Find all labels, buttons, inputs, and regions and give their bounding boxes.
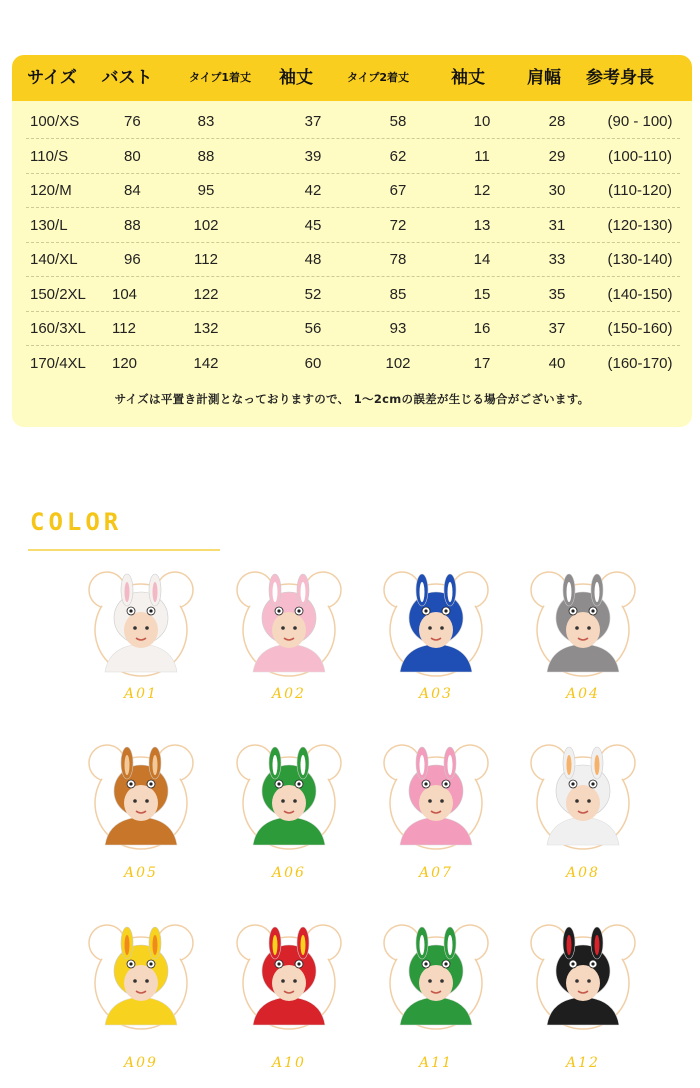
table-cell: 29 [548, 147, 566, 165]
color-option-a11[interactable] [380, 921, 492, 1071]
table-row [12, 105, 692, 139]
color-code-label: A10 [272, 1055, 306, 1071]
table-cell: 130/L [30, 216, 68, 234]
table-cell: 112 [112, 320, 136, 337]
color-option-a07[interactable] [380, 741, 492, 881]
color-option-a01[interactable] [85, 568, 197, 702]
color-option-a08[interactable] [527, 741, 639, 881]
table-cell: 16 [473, 320, 491, 337]
grey-rabbit-hood-photo [527, 568, 639, 680]
table-row [12, 174, 692, 208]
table-cell: 56 [304, 320, 322, 337]
table-cell: 85 [389, 285, 407, 303]
table-cell: 37 [548, 320, 566, 337]
pink-rabbit-hood-photo [233, 568, 345, 680]
table-cell: 17 [473, 354, 491, 372]
brown-monkey-hood-photo [85, 741, 197, 853]
table-cell: 42 [304, 182, 322, 199]
table-cell: 88 [197, 147, 215, 165]
table-cell: (120-130) [607, 216, 673, 234]
table-cell: 95 [197, 182, 215, 199]
table-cell: (160-170) [607, 354, 673, 372]
size-note: サイズは平置き計測となっておりますので、 1～2cmの誤差が生じる場合がございます。 [114, 392, 590, 406]
table-cell: 96 [124, 251, 141, 268]
color-code-label: A01 [124, 686, 158, 702]
table-cell: 72 [389, 216, 407, 234]
table-cell: 102 [193, 216, 219, 234]
table-cell: 15 [473, 285, 491, 303]
table-cell: 120/M [30, 182, 72, 199]
color-title-underline [28, 549, 220, 551]
color-code-label: A02 [272, 686, 306, 702]
table-cell: 170/4XL [30, 354, 86, 372]
blue-shark-hood-photo [380, 568, 492, 680]
table-cell: 100/XS [30, 113, 80, 130]
color-section-title: COLOR [30, 508, 123, 536]
table-cell: 58 [389, 113, 407, 130]
table-cell: (130-140) [607, 251, 673, 268]
table-cell: 12 [473, 182, 491, 199]
table-cell: 132 [193, 320, 219, 337]
table-cell: 35 [548, 285, 566, 303]
header-height: 参考身長 [586, 68, 654, 88]
table-cell: 160/3XL [30, 320, 86, 337]
color-code-label: A05 [124, 865, 158, 881]
color-code-label: A03 [419, 686, 453, 702]
table-cell: 14 [473, 251, 491, 268]
table-cell: 39 [304, 147, 322, 165]
table-cell: 76 [124, 113, 141, 130]
table-cell: 104 [112, 285, 138, 303]
table-cell: 150/2XL [30, 285, 86, 303]
table-cell: 48 [304, 251, 322, 268]
table-cell: 142 [193, 354, 219, 372]
table-cell: 60 [304, 354, 322, 372]
color-code-label: A08 [566, 865, 600, 881]
table-row [12, 312, 692, 346]
table-cell: 84 [124, 182, 141, 199]
header-length-type2: タイプ2着丈 [346, 71, 410, 84]
table-cell: 28 [548, 113, 566, 130]
table-row [12, 243, 692, 277]
table-cell: 67 [389, 182, 407, 199]
yellow-chick-hood-photo [85, 921, 197, 1033]
table-cell: (100-110) [608, 147, 672, 165]
table-cell: (110-120) [608, 182, 672, 199]
table-cell: 62 [389, 147, 407, 165]
table-cell: 52 [304, 285, 322, 303]
color-code-label: A12 [566, 1055, 600, 1071]
table-cell: 10 [473, 113, 491, 130]
table-cell: 88 [124, 216, 141, 234]
size-chart-header [12, 55, 692, 101]
green-frog-hood-photo [380, 921, 492, 1033]
table-row [12, 209, 692, 243]
table-cell: 40 [548, 354, 566, 372]
color-option-a02[interactable] [233, 568, 345, 702]
table-cell: (140-150) [607, 285, 673, 303]
size-chart [12, 55, 692, 427]
color-code-label: A04 [566, 686, 600, 702]
color-code-label: A09 [124, 1055, 158, 1071]
table-cell: 122 [193, 285, 219, 303]
header-sleeve-1: 袖丈 [279, 68, 313, 88]
color-code-label: A06 [272, 865, 306, 881]
table-row [12, 278, 692, 312]
table-cell: 30 [548, 182, 566, 199]
header-size: サイズ [27, 68, 77, 88]
color-option-a10[interactable] [233, 921, 345, 1071]
table-cell: 112 [194, 251, 218, 268]
color-option-a12[interactable] [527, 921, 639, 1071]
table-cell: 83 [197, 113, 215, 130]
table-cell: 93 [389, 320, 407, 337]
table-cell: 31 [548, 216, 566, 234]
table-cell: 37 [304, 113, 322, 130]
table-cell: 78 [389, 251, 407, 268]
header-sleeve-2: 袖丈 [451, 68, 485, 88]
color-option-a06[interactable] [233, 741, 345, 881]
table-cell: 33 [548, 251, 566, 268]
color-option-a03[interactable] [380, 568, 492, 702]
color-option-a09[interactable] [85, 921, 197, 1071]
table-cell: 102 [385, 354, 411, 372]
black-ant-hood-photo [527, 921, 639, 1033]
table-cell: 80 [124, 147, 141, 165]
color-option-a05[interactable] [85, 741, 197, 881]
table-cell: 13 [473, 216, 491, 234]
table-cell: 140/XL [30, 251, 78, 268]
white-cow-hood-photo [527, 741, 639, 853]
table-cell: (150-160) [607, 320, 673, 337]
table-cell: 110/S [30, 147, 69, 165]
color-code-label: A11 [419, 1055, 453, 1071]
color-code-label: A07 [419, 865, 453, 881]
red-rooster-hood-photo [233, 921, 345, 1033]
table-cell: 120 [112, 354, 138, 372]
color-option-a04[interactable] [527, 568, 639, 702]
table-cell: 45 [304, 216, 322, 234]
header-shoulder: 肩幅 [527, 68, 561, 88]
table-row [12, 347, 692, 381]
table-cell: (90 - 100) [607, 113, 673, 130]
table-row [12, 140, 692, 174]
pink-pig-hood-photo [380, 741, 492, 853]
table-cell: 11 [474, 147, 490, 165]
header-bust: バスト [101, 68, 153, 88]
header-length-type1: タイプ1着丈 [188, 71, 252, 84]
white-rabbit-hood-photo [85, 568, 197, 680]
green-pig-hood-photo [233, 741, 345, 853]
